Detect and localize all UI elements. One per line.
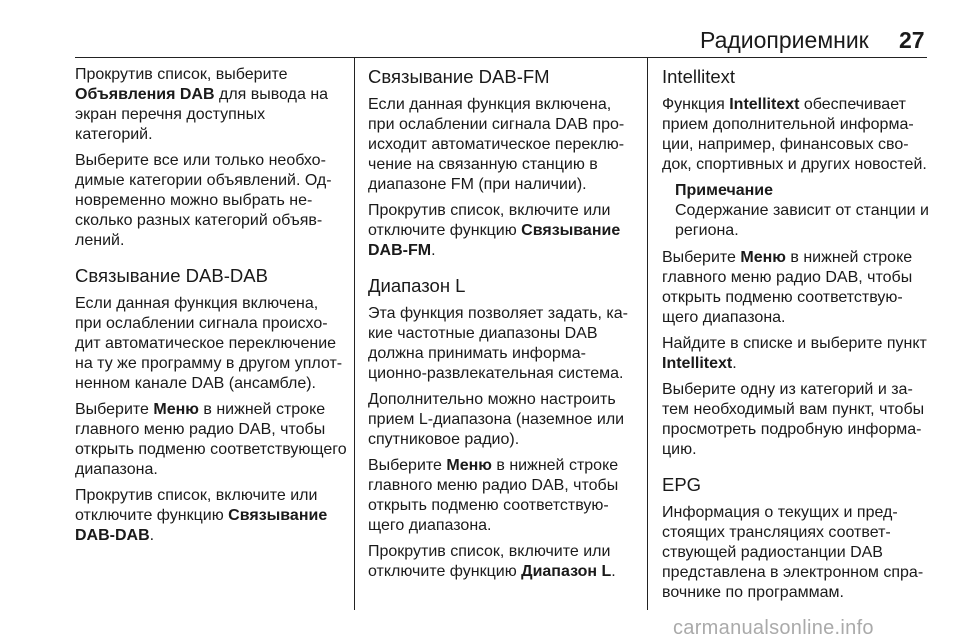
page-number: 27: [899, 27, 925, 53]
section-heading-intellitext: Intellitext: [662, 66, 736, 87]
ui-term: Объявления DAB: [75, 86, 215, 103]
note-box: [675, 181, 930, 241]
column-right: [662, 60, 930, 609]
column-divider-2: [647, 58, 648, 610]
paragraph: Выберите одну из категорий и затем необходимый вам пункт, чтобы просмотреть подробную информацию.: [662, 381, 925, 458]
section-heading-l-band: Диапазон L: [368, 275, 466, 296]
page-header: [0, 0, 960, 58]
ui-term: Меню: [740, 249, 786, 266]
ui-term: Связывание DAB-FM: [368, 222, 621, 259]
header-rule: [75, 57, 927, 58]
ui-term: Меню: [153, 401, 199, 418]
note-text: Содержание зависит от станции и региона.: [675, 202, 929, 239]
paragraph: Если данная функция включена, при ослаблении сигнала DAB происходит автоматическое переключение на связанную станцию в диапазоне FM (при наличии).: [368, 96, 625, 193]
section-heading-dab-dab: Связывание DAB-DAB: [75, 265, 268, 286]
paragraph: Прокрутив список, включите или отключите функцию Связывание DAB-DAB.: [75, 487, 328, 544]
paragraph: Прокрутив список, включите или отключите функцию Связывание DAB-FM.: [368, 202, 621, 259]
paragraph: Выберите все или только необходимые категории объявлений. Одновременно можно выбрать несколько разных категорий объявлений.: [75, 152, 332, 249]
note-title: Примечание: [675, 182, 774, 199]
section-heading-dab-fm: Связывание DAB-FM: [368, 66, 550, 87]
paragraph: Выберите Меню в нижней строке главного меню радио DAB, чтобы открыть подменю соответствующего диапазона.: [368, 457, 619, 534]
ui-term: Intellitext: [662, 355, 733, 372]
section-heading-epg: EPG: [662, 474, 702, 495]
ui-term: Меню: [446, 457, 492, 474]
paragraph: Эта функция позволяет задать, какие частотные диапазоны DAB должна принимать информационно-развлекательная система.: [368, 305, 628, 382]
paragraph: Прокрутив список, выберите Объявления DAB для вывода на экран перечня доступных категорий.: [75, 66, 329, 143]
watermark: carmanualsonline.info: [673, 617, 874, 639]
paragraph: Дополнительно можно настроить прием L-диапазона (наземное или спутниковое радио).: [368, 391, 625, 448]
paragraph: Информация о текущих и предстоящих трансляциях соответствующей радиостанции DAB представлена в электронном справочнике по программам.: [662, 504, 924, 601]
paragraph: Если данная функция включена, при ослаблении сигнала происходит автоматическое переключение на ту же программу в другом уплотненном канале DAB (ансамбле).: [75, 295, 343, 392]
ui-term: Диапазон L: [521, 563, 612, 580]
paragraph: Функция Intellitext обеспечивает прием дополнительной информации, например, финансовых сводок, спортивных и других новостей.: [662, 96, 927, 173]
column-middle: [368, 60, 634, 588]
paragraph: Выберите Меню в нижней строке главного меню радио DAB, чтобы открыть подменю соответствующего диапазона.: [662, 249, 913, 326]
column-left: [75, 60, 347, 552]
ui-term: Intellitext: [729, 96, 800, 113]
paragraph: Прокрутив список, включите или отключите функцию Диапазон L.: [368, 543, 616, 580]
paragraph: Выберите Меню в нижней строке главного меню радио DAB, чтобы открыть подменю соответствующего диапазона.: [75, 401, 347, 478]
paragraph: Найдите в списке и выберите пункт Intellitext.: [662, 335, 927, 372]
ui-term: Связывание DAB-DAB: [75, 507, 328, 544]
column-divider-1: [354, 58, 355, 610]
page-title: Радиоприемник: [700, 27, 869, 53]
